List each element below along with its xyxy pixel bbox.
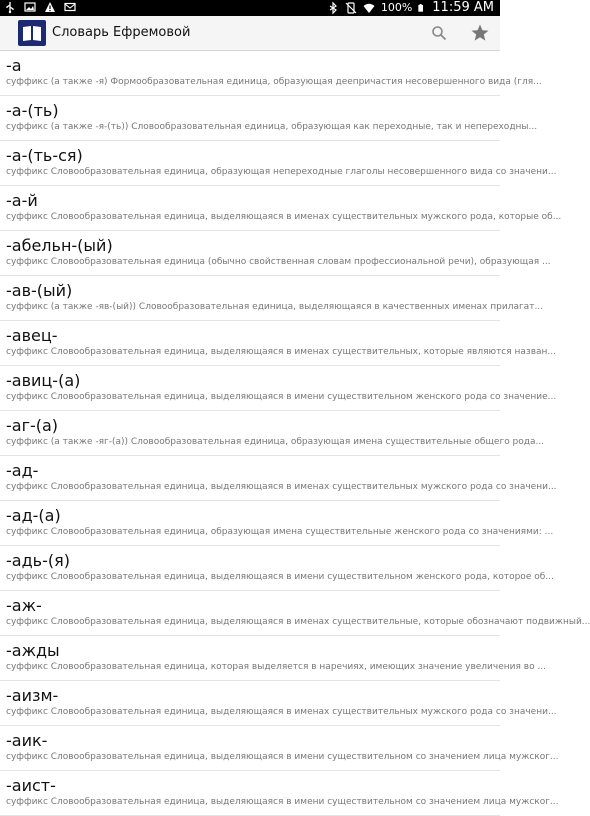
entry-description: суффикс Словообразовательная единица, выделяющаяся в имени существительном женского рода, которое об...	[6, 572, 554, 582]
list-item[interactable]	[0, 186, 562, 231]
entry-description: суффикс Словообразовательная единица, образующая непереходные глаголы несовершенного вида со значени...	[6, 167, 557, 177]
list-item[interactable]	[0, 96, 538, 141]
entry-title: -аик-	[6, 731, 48, 750]
entry-title: -ад-	[6, 461, 39, 480]
list-item[interactable]	[0, 456, 557, 501]
entry-description: суффикс (а также -я) Формообразовательная единица, образующая деепричастия несовершенного вида (гля...	[6, 77, 542, 87]
entry-title: -а-(ть-ся)	[6, 146, 83, 165]
dictionary-list[interactable]	[0, 51, 590, 807]
status-bar	[0, 0, 500, 16]
list-item[interactable]	[0, 726, 559, 771]
entry-description: суффикс Словообразовательная единица, которая выделяется в наречиях, имеющих значение увеличения во ...	[6, 662, 547, 672]
entry-title: -абельн-(ый)	[6, 236, 113, 255]
entry-title: -авец-	[6, 326, 58, 345]
star-icon[interactable]	[470, 23, 490, 43]
list-item[interactable]	[0, 141, 557, 186]
list-item[interactable]	[0, 501, 554, 546]
entry-title: -аист-	[6, 776, 56, 795]
list-item[interactable]	[0, 636, 547, 681]
wifi-icon	[363, 2, 375, 14]
entry-description: суффикс Словообразовательная единица, выделяющаяся в имени существительном женского рода со значение...	[6, 392, 557, 402]
list-item[interactable]	[0, 231, 551, 276]
bluetooth-icon	[327, 2, 339, 14]
action-bar	[0, 16, 500, 51]
entry-description: суффикс (а также -яв-(ый)) Словообразовательная единица, выделяющаяся в качественных именах прилагат...	[6, 302, 544, 312]
list-item[interactable]	[0, 276, 544, 321]
list-item[interactable]	[0, 681, 557, 726]
entry-description: суффикс (а также -яг-(а)) Словообразовательная единица, образующая имена существительные общего рода...	[6, 437, 545, 447]
entry-title: -авиц-(а)	[6, 371, 81, 390]
entry-description: суффикс Словообразовательная единица, выделяющаяся в именах существительные, которые обозначают подвижный...	[6, 617, 590, 627]
list-item[interactable]	[0, 546, 554, 591]
mute-icon	[345, 2, 357, 14]
entry-title: -ад-(а)	[6, 506, 61, 525]
list-item[interactable]	[0, 321, 557, 366]
list-item[interactable]	[0, 411, 545, 456]
list-item[interactable]	[0, 591, 590, 636]
mail-icon	[64, 1, 76, 13]
entry-description: суффикс Словообразовательная единица, выделяющаяся в именах существительных мужского рода со значени...	[6, 707, 557, 717]
usb-icon	[4, 1, 16, 13]
entry-description: суффикс Словообразовательная единица, образующая имена существительные женского рода со значениями: ...	[6, 527, 554, 537]
entry-title: -аж-	[6, 596, 42, 615]
battery-icon	[418, 2, 426, 14]
app-title: Словарь Ефремовой	[52, 25, 191, 40]
entry-description: суффикс Словообразовательная единица, выделяющаяся в имени существительном со значением лица мужског...	[6, 752, 559, 762]
entry-title: -аизм-	[6, 686, 59, 705]
entry-title: -а-(ть)	[6, 101, 59, 120]
entry-description: суффикс Словообразовательная единица, выделяющаяся в именах существительных мужского рода, которые об...	[6, 212, 562, 222]
status-right-icons	[327, 0, 494, 16]
entry-title: -аг-(а)	[6, 416, 59, 435]
list-item[interactable]	[0, 771, 559, 816]
app-book-icon[interactable]	[18, 20, 46, 46]
entry-description: суффикс Словообразовательная единица, выделяющаяся в именах существительных мужского рода со значени...	[6, 482, 557, 492]
list-item[interactable]	[0, 51, 542, 96]
entry-title: -а	[6, 56, 22, 75]
image-icon	[24, 1, 36, 13]
entry-title: -адь-(я)	[6, 551, 70, 570]
search-icon[interactable]	[431, 25, 447, 41]
entry-description: суффикс Словообразовательная единица, выделяющаяся в имени существительном со значением лица мужског...	[6, 797, 559, 807]
entry-description: суффикс Словообразовательная единица, выделяющаяся в именах существительных, которые являются назван...	[6, 347, 557, 357]
entry-description: суффикс Словообразовательная единица (обычно свойственная словам профессиональной речи), образующая ...	[6, 257, 551, 267]
status-left-icons	[4, 1, 76, 13]
entry-title: -а-й	[6, 191, 38, 210]
entry-title: -ажды	[6, 641, 60, 660]
warning-icon	[44, 1, 56, 13]
list-item[interactable]	[0, 366, 557, 411]
entry-description: суффикс (а также -я-(ть)) Словообразовательная единица, образующая как переходные, так и непереходны...	[6, 122, 538, 132]
clock: 11:59 AM	[432, 0, 494, 15]
entry-title: -ав-(ый)	[6, 281, 73, 300]
battery-percent: 100%	[380, 1, 413, 14]
